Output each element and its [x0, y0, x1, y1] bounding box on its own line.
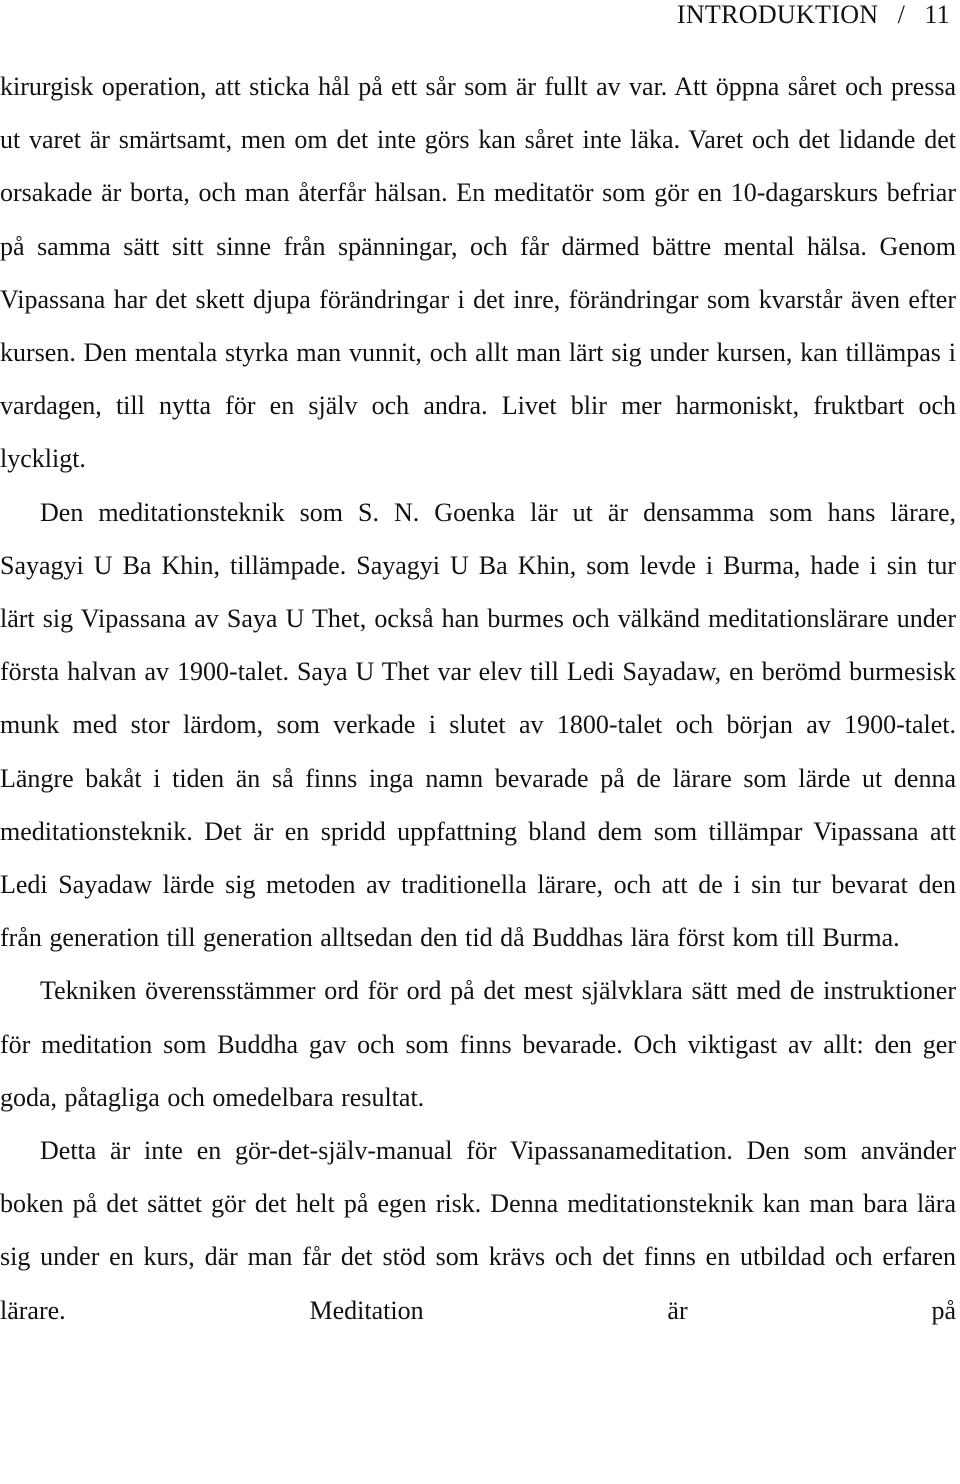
paragraph-4: Detta är inte en gör-det-själv-manual för Vipassanameditation. Den som använder boken på det sättet gör det helt på egen risk. Denna meditationsteknik kan man bara lära sig under en kurs, där man får det stöd som krävs och det finns en utbildad och erfaren lärare. Meditation är på [0, 1136, 956, 1325]
running-header [677, 0, 950, 30]
body-text [0, 60, 956, 1337]
paragraph-3: Tekniken överensstämmer ord för ord på det mest självklara sätt med de instruktioner för meditation som Buddha gav och som finns bevarade. Och viktigast av allt: den ger goda, påtagliga och omedelbara resultat. [0, 976, 956, 1112]
header-separator: / [897, 0, 906, 29]
paragraph-2: Den meditationsteknik som S. N. Goenka lär ut är densamma som hans lärare, Sayagyi U Ba Khin, tillämpade. Sayagyi U Ba Khin, som levde i Burma, hade i sin tur lärt sig Vipassana av Saya U Thet, också han burmes och välkänd meditationslärare under första halvan av 1900-talet. Saya U Thet var elev till Ledi Sayadaw, en berömd burmesisk munk med stor lärdom, som verkade i slutet av 1800-talet och början av 1900-talet. Längre bakåt i tiden än så finns inga namn bevarade på de lärare som lärde ut denna meditationsteknik. Det är en spridd uppfattning bland dem som tillämpar Vipassana att Ledi Sayadaw lärde sig metoden av traditionella lärare, och att de i sin tur bevarat den från generation till generation alltsedan den tid då Buddhas lära först kom till Burma. [0, 497, 956, 953]
section-title: INTRODUKTION [676, 0, 879, 29]
paragraph-1: kirurgisk operation, att sticka hål på ett sår som är fullt av var. Att öppna såret och pressa ut varet är smärtsamt, men om det inte görs kan såret inte läka. Varet och det lidande det orsakade är borta, och man återfår hälsan. En meditatör som gör en 10-dagarskurs befriar på samma sätt sitt sinne från spänningar, och får därmed bättre mental hälsa. Genom Vipassana har det skett djupa förändringar i det inre, förändringar som kvarstår även efter kursen. Den mentala styrka man vunnit, och allt man lärt sig under kursen, kan tillämpas i vardagen, till nytta för en själv och andra. Livet blir mer harmoniskt, fruktbart och lyckligt. [0, 72, 956, 474]
page-number: 11 [924, 0, 950, 29]
